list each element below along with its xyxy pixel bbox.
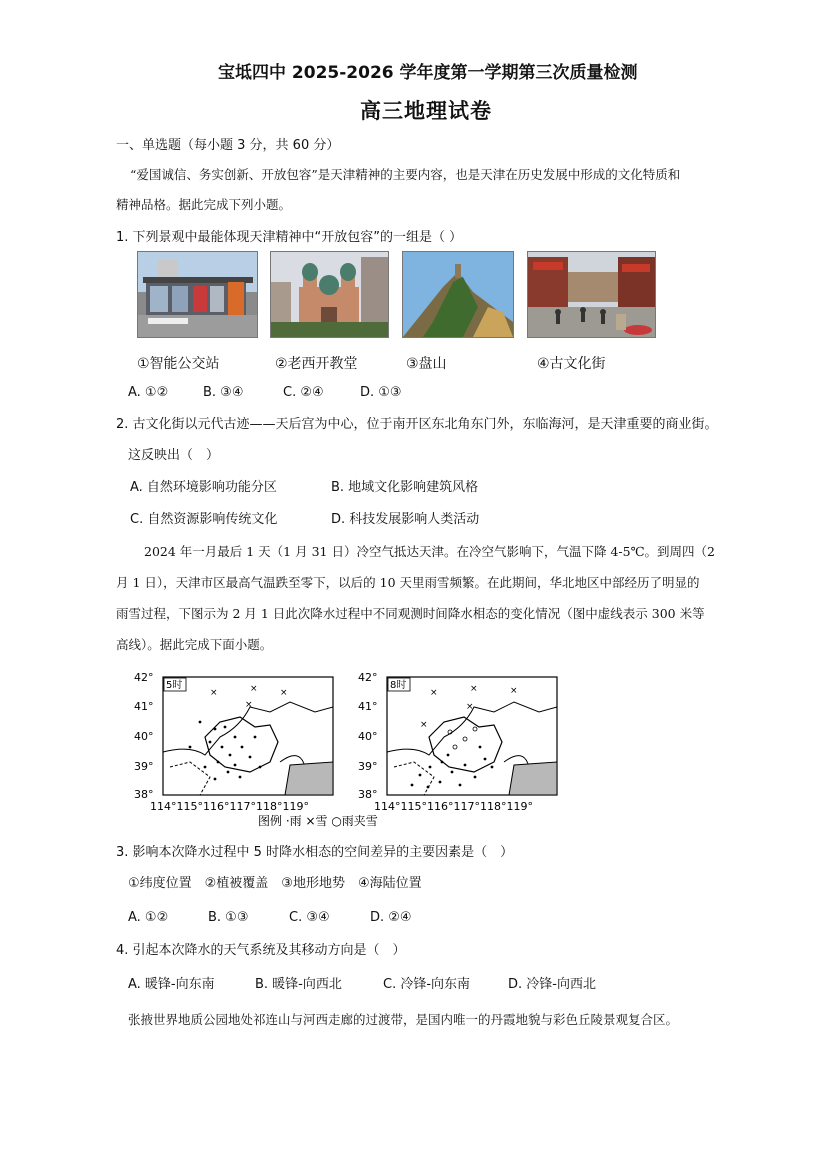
map-8h	[358, 671, 557, 813]
intro-paragraph-2-line-1: 2024 年一月最后 1 天（1 月 31 日）冷空气抵达天津。在冷空气影响下，气温下降 4-5℃。到周四（2	[144, 544, 716, 559]
map-5h-y-tick-41: 41°	[134, 700, 154, 713]
map-8h-time-label: 8时	[390, 680, 407, 691]
photo-panshan-mountain	[402, 251, 514, 338]
question-3-stem: 3. 影响本次降水过程中 5 时降水相态的空间差异的主要因素是（ ）	[116, 845, 514, 860]
map-8h-x-ticks: 114°115°116°117°118°119°	[374, 800, 533, 813]
map-8h-y-tick-38: 38°	[358, 788, 378, 801]
question-2-stem-line-2: 这反映出（ ）	[128, 448, 220, 463]
q2-option-b[interactable]: B. 地域文化影响建筑风格	[331, 480, 479, 495]
q2-option-c[interactable]: C. 自然资源影响传统文化	[130, 512, 278, 527]
map-5h-y-tick-38: 38°	[134, 788, 154, 801]
svg-text:×: ×	[466, 702, 474, 712]
photo-caption-4: ④古文化街	[537, 356, 606, 372]
map-8h-y-tick-40: 40°	[358, 730, 378, 743]
map-5h-y-tick-39: 39°	[134, 760, 154, 773]
precipitation-maps	[130, 667, 590, 832]
question-2-stem-line-1: 2. 古文化街以元代古迹——天后宫为中心，位于南开区东北角东门外，东临海河，是天津重要的商业街。	[116, 417, 718, 432]
photo-caption-1: ①智能公交站	[137, 356, 220, 372]
section-heading: 一、单选题（每小题 3 分，共 60 分）	[116, 138, 340, 153]
figure-legend: 图例 ·雨 ×雪 ○雨夹雪	[258, 814, 378, 828]
question-3-factors: ①纬度位置 ②植被覆盖 ③地形地势 ④海陆位置	[128, 876, 422, 891]
q3-option-c[interactable]: C. ③④	[289, 910, 330, 925]
map-5h-time-label: 5时	[166, 680, 183, 691]
q1-option-a[interactable]: A. ①②	[128, 385, 169, 400]
map-8h-y-tick-39: 39°	[358, 760, 378, 773]
q4-option-a[interactable]: A. 暖锋-向东南	[128, 977, 215, 992]
photo-ancient-culture-street	[527, 251, 656, 338]
q1-option-c[interactable]: C. ②④	[283, 385, 324, 400]
svg-text:×: ×	[250, 684, 258, 694]
q3-option-a[interactable]: A. ①②	[128, 910, 169, 925]
q3-option-d[interactable]: D. ②④	[370, 910, 412, 925]
question-1-stem: 1. 下列景观中最能体现天津精神中“开放包容”的一组是（ ）	[116, 230, 463, 245]
intro-paragraph-1-line-2: 精神品格。据此完成下列小题。	[116, 197, 292, 212]
map-5h-x-ticks: 114°115°116°117°118°119°	[150, 800, 309, 813]
photo-caption-2: ②老西开教堂	[275, 356, 358, 372]
map-5h-y-tick-40: 40°	[134, 730, 154, 743]
exam-subject-title: 高三地理试卷	[360, 99, 492, 123]
precipitation-figure	[130, 667, 590, 832]
map-8h-y-tick-42: 42°	[358, 671, 378, 684]
intro-paragraph-2-line-3: 雨雪过程，下图示为 2 月 1 日此次降水过程中不同观测时间降水相态的变化情况（图中虚线表示 300 米等	[116, 606, 705, 621]
intro-paragraph-3-line-1: 张掖世界地质公园地处祁连山与河西走廊的过渡带，是国内唯一的丹霞地貌与彩色丘陵景观复合区。	[128, 1012, 679, 1027]
svg-text:×: ×	[245, 700, 253, 710]
q3-option-b[interactable]: B. ①③	[208, 910, 249, 925]
q4-option-b[interactable]: B. 暖锋-向西北	[255, 977, 342, 992]
svg-text:×: ×	[510, 686, 518, 696]
intro-paragraph-2-line-2: 月 1 日），天津市区最高气温跌至零下，以后的 10 天里雨雪频繁。在此期间，华北地区中部经历了明显的	[116, 575, 700, 590]
q1-option-b[interactable]: B. ③④	[203, 385, 244, 400]
svg-text:×: ×	[210, 688, 218, 698]
map-5h	[134, 671, 333, 813]
photo-laoxikai-church	[270, 251, 389, 338]
map-8h-y-tick-41: 41°	[358, 700, 378, 713]
q4-option-c[interactable]: C. 冷锋-向东南	[383, 977, 471, 992]
svg-text:×: ×	[420, 720, 428, 730]
svg-text:×: ×	[280, 688, 288, 698]
intro-paragraph-2-line-4: 高线）。据此完成下面小题。	[116, 637, 273, 652]
q4-option-d[interactable]: D. 冷锋-向西北	[508, 977, 596, 992]
map-5h-y-tick-42: 42°	[134, 671, 154, 684]
intro-paragraph-1-line-1: “爱国诚信、务实创新、开放包容”是天津精神的主要内容，也是天津在历史发展中形成的文化特质和	[130, 167, 681, 182]
exam-school-title: 宝坻四中 2025-2026 学年度第一学期第三次质量检测	[218, 63, 638, 83]
photo-smart-bus-stop	[137, 251, 258, 338]
svg-text:×: ×	[430, 688, 438, 698]
q2-option-d[interactable]: D. 科技发展影响人类活动	[331, 512, 480, 527]
q1-option-d[interactable]: D. ①③	[360, 385, 402, 400]
question-4-stem: 4. 引起本次降水的天气系统及其移动方向是（ ）	[116, 943, 406, 958]
photo-caption-3: ③盘山	[406, 356, 447, 372]
q2-option-a[interactable]: A. 自然环境影响功能分区	[130, 480, 277, 495]
svg-text:×: ×	[470, 684, 478, 694]
